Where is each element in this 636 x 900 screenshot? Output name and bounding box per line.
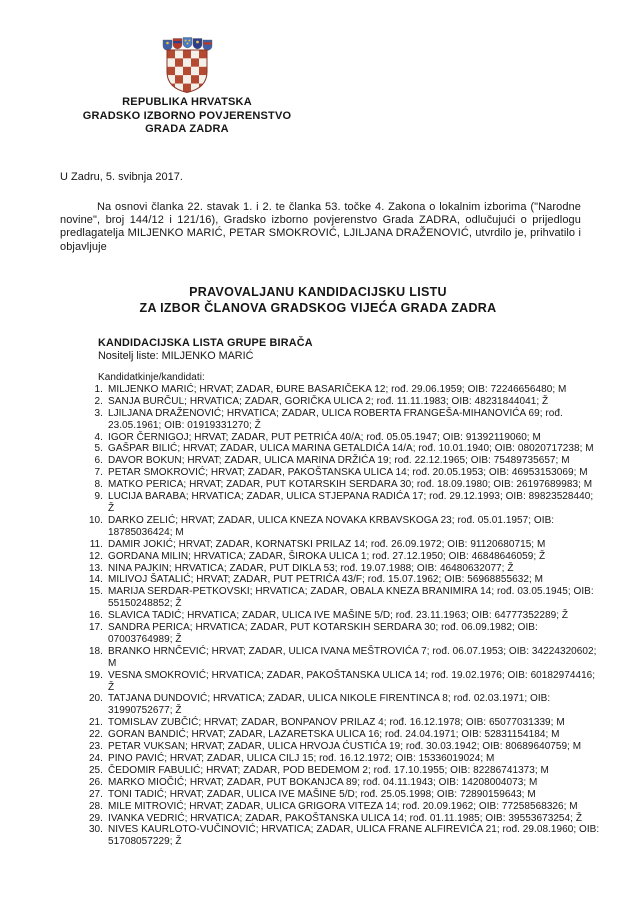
candidate-text: NINA PAJKIN; HRVATICA; ZADAR, PUT DIKLA 53; rođ. 19.07.1988; OIB: 46480632077; Ž bbox=[108, 562, 514, 574]
candidate-text: DAVOR BOKUN; HRVAT; ZADAR, ULICA MARINA DRŽIĆA 19; rođ. 22.12.1965; OIB: 75489735657; M bbox=[108, 455, 570, 467]
croatian-coat-of-arms-icon bbox=[160, 36, 214, 99]
candidate-row bbox=[88, 670, 600, 694]
candidate-row bbox=[88, 801, 600, 813]
candidate-text: PETAR SMOKROVIĆ; HRVAT; ZADAR, PAKOŠTANSKA ULICA 14; rođ. 20.05.1953; OIB: 46953153069; M bbox=[108, 467, 588, 479]
candidate-text: GORDANA MILIN; HRVATICA; ZADAR, ŠIROKA ULICA 1; rođ. 27.12.1950; OIB: 46848646059; Ž bbox=[108, 550, 546, 562]
candidate-number: 18. bbox=[88, 645, 103, 657]
candidate-number: 7. bbox=[94, 467, 103, 479]
intro-paragraph: Na osnovi članka 22. stavak 1. i 2. te članka 53. točke 4. Zakona o lokalnim izborima ("Narodne novine", broj 144/12 i 121/16), Gradsko izborno povjerenstvo Grada ZADRA, odlučujući o prijedlogu predlagatelja MILJENKO MARIĆ, PETAR SMOKROVIĆ, LJILJANA DRAŽENOVIĆ, utvrdilo je, prihvatilo i objavljuje bbox=[60, 201, 581, 253]
candidate-text: ČEDOMIR FABULIĆ; HRVAT; ZADAR, POD BEDEMOM 2; rođ. 17.10.1955; OIB: 82286741373; M bbox=[108, 764, 549, 776]
candidate-text: SANJA BURČUL; HRVATICA; ZADAR, GORIČKA ULICA 2; rođ. 11.11.1983; OIB: 48231844041; Ž bbox=[108, 395, 549, 407]
candidate-number: 1. bbox=[94, 383, 103, 395]
candidate-text: MILE MITROVIĆ; HRVAT; ZADAR, ULICA GRIGORA VITEZA 14; rođ. 20.09.1962; OIB: 77258568326; M bbox=[108, 800, 578, 812]
candidate-list bbox=[88, 372, 600, 848]
candidate-text: IGOR ČERNIGOJ; HRVAT; ZADAR, PUT PETRIĆA 40/A; rođ. 05.05.1947; OIB: 91392119060; M bbox=[108, 431, 541, 443]
candidate-text: TOMISLAV ZUBČIĆ; HRVAT; ZADAR, BONPANOV PRILAZ 4; rođ. 16.12.1978; OIB: 65077031339; M bbox=[108, 717, 565, 729]
candidate-row bbox=[88, 432, 600, 444]
candidate-row bbox=[88, 515, 600, 539]
candidates-label: Kandidatkinje/kandidati: bbox=[98, 372, 205, 383]
institution-line-city: GRADA ZADRA bbox=[145, 123, 229, 135]
candidate-text: MILIVOJ ŠATALIĆ; HRVAT; ZADAR, PUT PETRIĆA 43/F; rođ. 15.07.1962; OIB: 56968855632; M bbox=[108, 574, 543, 586]
candidate-text: MARIJA SERDAR-PETKOVSKI; HRVATICA; ZADAR, OBALA KNEZA BRANIMIRA 14; rođ. 03.05.1945; OIB: 55150248852; Ž bbox=[108, 586, 594, 610]
candidate-row bbox=[88, 396, 600, 408]
candidate-number: 29. bbox=[88, 812, 103, 824]
candidate-number: 30. bbox=[88, 824, 103, 836]
candidate-text: IVANKA VEDRIĆ; HRVATICA; ZADAR, PAKOŠTANSKA ULICA 14; rođ. 01.11.1985; OIB: 39553673254; Ž bbox=[108, 812, 582, 824]
candidate-text: BRANKO HRNČEVIĆ; HRVAT; ZADAR, ULICA IVANA MEŠTROVIĆA 7; rođ. 06.07.1953; OIB: 34224320602; M bbox=[108, 645, 597, 669]
candidate-text: SLAVICA TADIĆ; HRVATICA; ZADAR, ULICA IVE MAŠINE 5/D; rođ. 23.11.1963; OIB: 64777352289; Ž bbox=[108, 610, 569, 622]
candidate-number: 24. bbox=[88, 753, 103, 764]
candidate-number: 23. bbox=[88, 741, 103, 753]
candidate-row bbox=[88, 753, 600, 765]
candidate-row bbox=[88, 479, 600, 491]
candidate-row bbox=[88, 384, 600, 396]
candidate-row bbox=[88, 824, 600, 848]
candidate-row bbox=[88, 563, 600, 575]
candidate-number: 10. bbox=[88, 514, 103, 526]
candidate-row bbox=[88, 622, 600, 646]
title-line-1: PRAVOVALJANU KANDIDACIJSKU LISTU bbox=[189, 285, 447, 299]
candidate-text: MARKO MIOČIĆ; HRVAT; ZADAR, PUT BOKANJCA 89; rođ. 04.11.1943; OIB: 14208004073; M bbox=[108, 776, 538, 788]
list-holder: Nositelj liste: MILJENKO MARIĆ bbox=[98, 349, 254, 362]
candidate-number: 19. bbox=[88, 669, 103, 681]
candidate-row bbox=[88, 408, 600, 432]
candidate-row bbox=[88, 693, 600, 717]
candidate-text: LJILJANA DRAŽENOVIĆ; HRVATICA; ZADAR, ULICA ROBERTA FRANGEŠA-MIHANOVIĆA 69; rođ. 23.05.1961; OIB: 01919331270; Ž bbox=[108, 407, 563, 431]
candidate-row bbox=[88, 789, 600, 801]
candidate-row bbox=[88, 729, 600, 741]
candidate-number: 2. bbox=[94, 395, 103, 407]
candidate-text: MATKO PERICA; HRVAT; ZADAR, PUT KOTARSKIH SERDARA 30; rođ. 18.09.1980; OIB: 26197689983; M bbox=[108, 479, 593, 491]
candidate-row bbox=[88, 551, 600, 563]
candidate-rows bbox=[88, 384, 600, 848]
candidate-number: 17. bbox=[88, 622, 103, 634]
institution-line-body: GRADSKO IZBORNO POVJERENSTVO bbox=[82, 109, 292, 122]
candidate-row bbox=[88, 491, 600, 515]
candidate-row bbox=[88, 574, 600, 586]
candidate-number: 21. bbox=[88, 717, 103, 729]
document-title bbox=[0, 285, 636, 316]
candidate-row bbox=[88, 467, 600, 479]
candidate-number: 14. bbox=[88, 574, 103, 586]
candidate-row bbox=[88, 717, 600, 729]
candidate-text: VESNA SMOKROVIĆ; HRVATICA; ZADAR, PAKOŠTANSKA ULICA 14; rođ. 19.02.1976; OIB: 60182974416; Ž bbox=[108, 669, 596, 693]
candidate-number: 11. bbox=[89, 538, 103, 550]
candidate-text: TONI TADIĆ; HRVAT; ZADAR, ULICA IVE MAŠINE 5/D; rođ. 25.05.1998; OIB: 72890159643; M bbox=[108, 788, 536, 800]
candidate-text: DAMIR JOKIĆ; HRVAT; ZADAR, KORNATSKI PRILAZ 14; rođ. 26.09.1972; OIB: 91120680715; M bbox=[108, 538, 546, 550]
candidate-number: 3. bbox=[94, 407, 103, 419]
institution-header bbox=[47, 96, 327, 137]
candidate-number: 4. bbox=[94, 431, 103, 443]
candidate-row bbox=[88, 646, 600, 670]
candidate-number: 8. bbox=[94, 479, 103, 491]
candidate-row bbox=[88, 539, 600, 551]
candidate-text: LUCIJA BARABA; HRVATICA; ZADAR, ULICA STJEPANA RADIĆA 17; rođ. 29.12.1993; OIB: 89823528440; Ž bbox=[108, 491, 594, 514]
candidate-row bbox=[88, 610, 600, 622]
candidate-number: 12. bbox=[88, 550, 103, 562]
candidate-row bbox=[88, 455, 600, 467]
candidate-text: TATJANA DUNDOVIĆ; HRVATICA; ZADAR, ULICA NIKOLE FIRENTINCA 8; rođ. 02.03.1971; OIB: 31990752677; Ž bbox=[108, 693, 551, 717]
candidate-number: 9. bbox=[94, 491, 103, 503]
candidate-number: 22. bbox=[88, 729, 103, 741]
candidate-number: 27. bbox=[88, 788, 103, 800]
candidate-row bbox=[88, 777, 600, 789]
group-name: KANDIDACIJSKA LISTA GRUPE BIRAČA bbox=[98, 337, 313, 349]
candidate-row bbox=[88, 813, 600, 825]
list-group-header bbox=[98, 337, 313, 363]
candidate-text: SANDRA PERICA; HRVATICA; ZADAR, PUT KOTARSKIH SERDARA 30; rođ. 06.09.1982; OIB: 07003764989; Ž bbox=[108, 622, 538, 645]
candidate-text: NIVES KAURLOTO-VUČINOVIĆ; HRVATICA; ZADAR, ULICA FRANE ALFIREVIĆA 21; rođ. 29.08.1960; OIB: 51708057229; Ž bbox=[108, 824, 600, 848]
institution-line-country: REPUBLIKA HRVATSKA bbox=[122, 96, 252, 108]
candidate-text: DARKO ZELIĆ; HRVAT; ZADAR, ULICA KNEZA NOVAKA KRBAVSKOGA 23; rođ. 05.01.1957; OIB: 18785036424; M bbox=[108, 514, 555, 538]
candidate-number: 13. bbox=[88, 562, 103, 574]
candidate-row bbox=[88, 443, 600, 455]
candidate-number: 28. bbox=[88, 800, 103, 812]
candidate-number: 5. bbox=[94, 443, 103, 455]
candidate-number: 15. bbox=[88, 586, 103, 598]
candidate-number: 20. bbox=[88, 693, 103, 705]
candidate-text: MILJENKO MARIĆ; HRVAT; ZADAR, ĐURE BASARIČEKA 12; rođ. 29.06.1959; OIB: 72246656480; M bbox=[108, 383, 567, 395]
candidate-number: 16. bbox=[88, 610, 103, 622]
candidate-number: 25. bbox=[88, 764, 103, 776]
candidate-text: GORAN BANDIĆ; HRVAT; ZADAR, LAZARETSKA ULICA 16; rođ. 24.04.1971; OIB: 52831154184; M bbox=[108, 729, 560, 741]
candidate-text: GAŠPAR BILIĆ; HRVAT; ZADAR, ULICA MARINA GETALDIĆA 14/A; rođ. 10.01.1940; OIB: 08020717238; M bbox=[108, 443, 594, 455]
dateline: U Zadru, 5. svibnja 2017. bbox=[60, 171, 183, 183]
candidate-row bbox=[88, 741, 600, 753]
candidate-number: 6. bbox=[94, 455, 103, 467]
candidate-row bbox=[88, 765, 600, 777]
title-line-2: ZA IZBOR ČLANOVA GRADSKOG VIJEĆA GRADA ZADRA bbox=[139, 300, 497, 315]
candidate-text: PETAR VUKSAN; HRVAT; ZADAR, ULICA HRVOJA ĆUSTIĆA 19; rođ. 30.03.1942; OIB: 80689640759; M bbox=[108, 741, 582, 753]
candidate-number: 26. bbox=[88, 776, 103, 788]
candidate-text: PINO PAVIĆ; HRVAT; ZADAR, ULICA CILJ 15; rođ. 16.12.1972; OIB: 15336019024; M bbox=[108, 753, 495, 764]
candidate-row bbox=[88, 586, 600, 610]
